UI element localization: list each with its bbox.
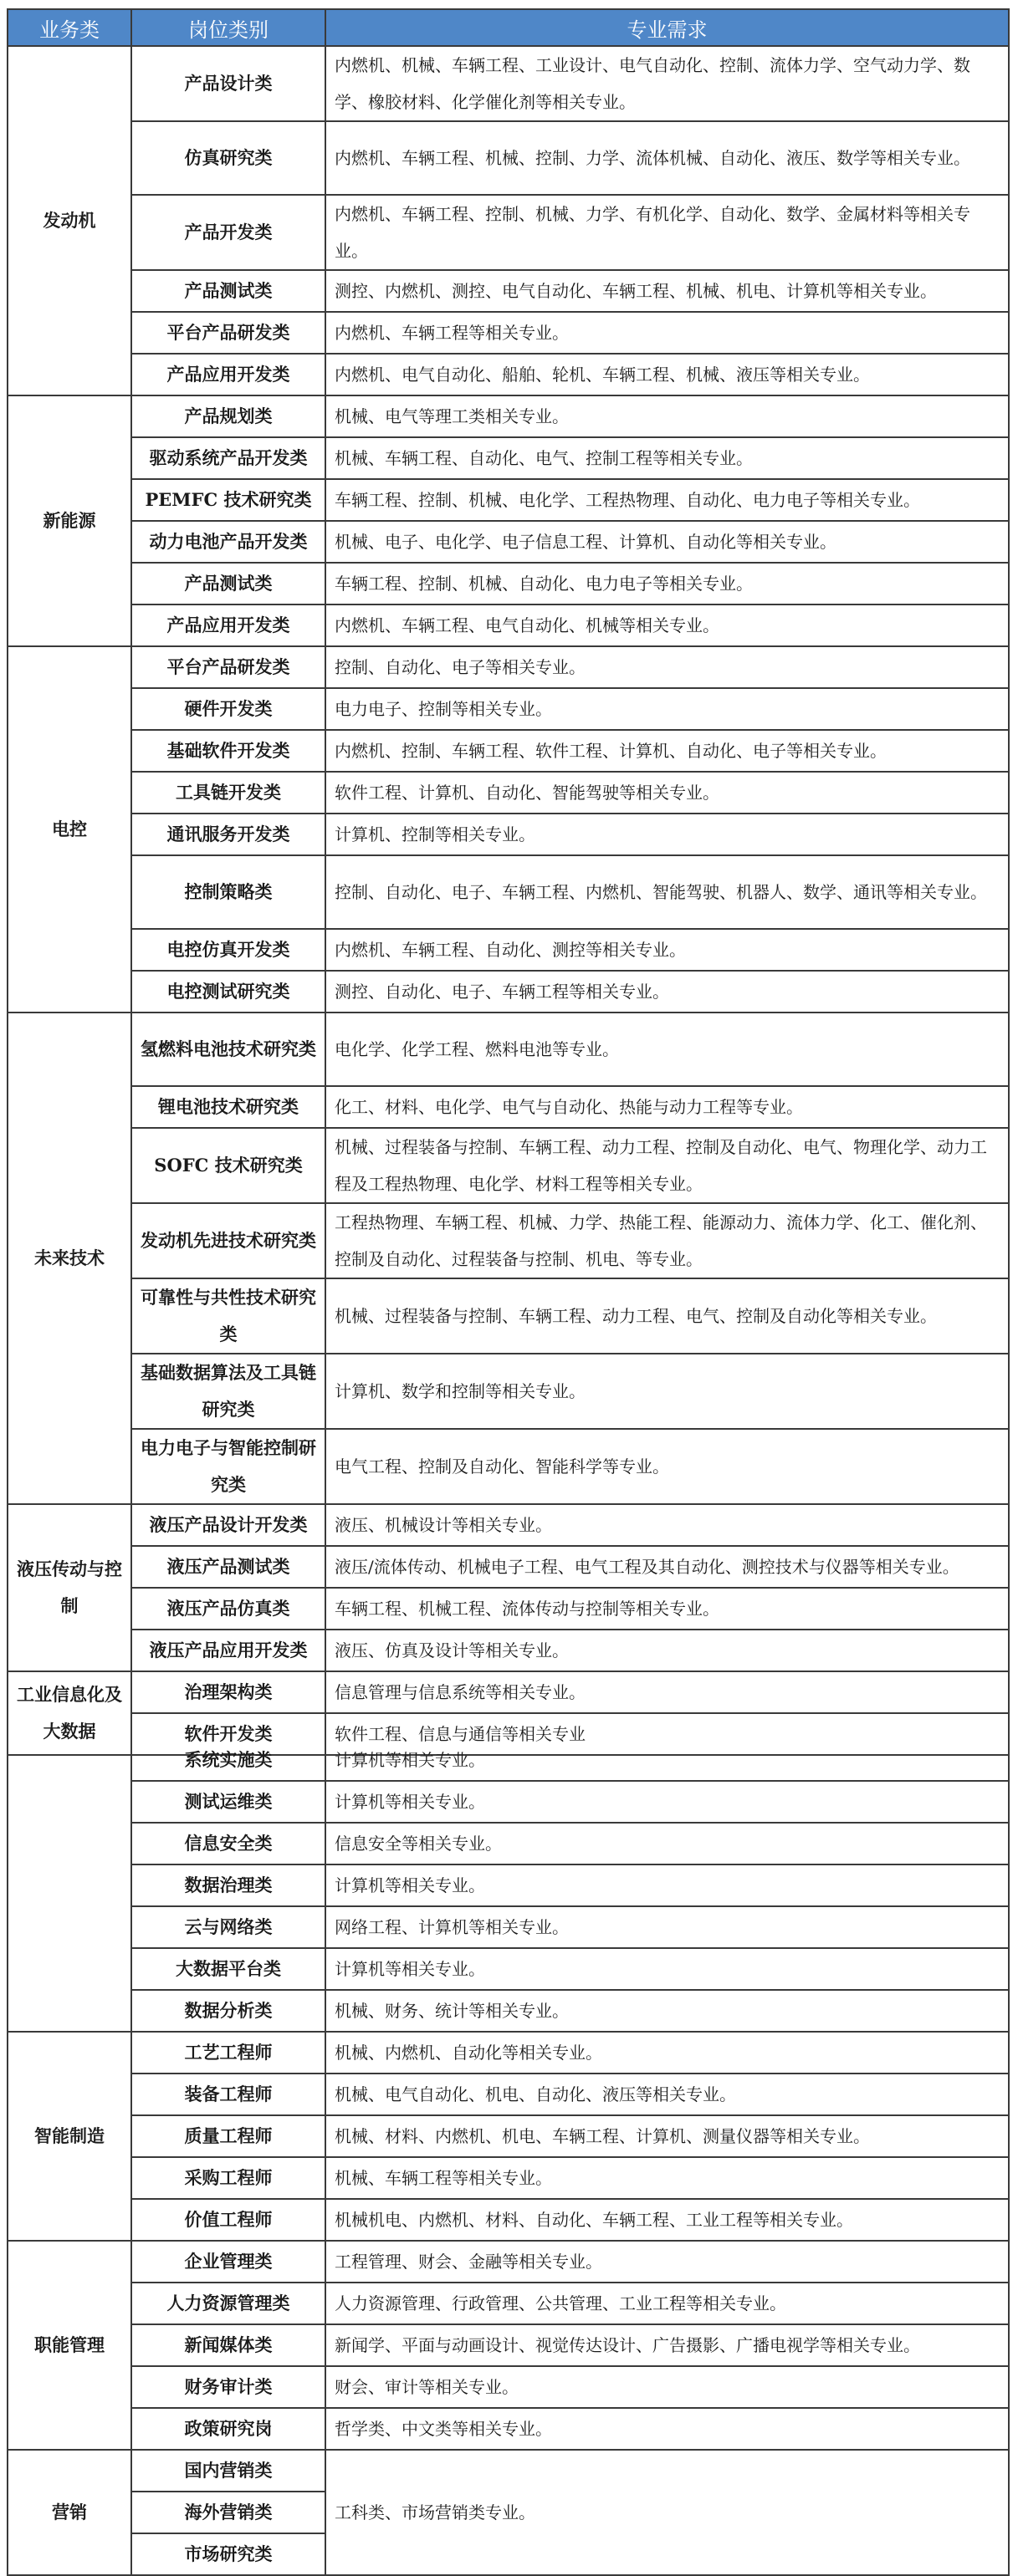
- requirement-cell: 车辆工程、控制、机械、电化学、工程热物理、自动化、电力电子等相关专业。: [325, 479, 1009, 521]
- table-row: [8, 1864, 1009, 1906]
- requirement-cell: 网络工程、计算机等相关专业。: [325, 1906, 1009, 1948]
- requirement-cell: 内燃机、车辆工程、自动化、测控等相关专业。: [325, 929, 1009, 971]
- table-row: [8, 929, 1009, 971]
- requirement-cell: 计算机等相关专业。: [325, 1781, 1009, 1823]
- requirement-cell: 控制、自动化、电子、车辆工程、内燃机、智能驾驶、机器人、数学、通讯等相关专业。: [325, 855, 1009, 929]
- table-row: [8, 195, 1009, 270]
- position-cell: 数据分析类: [131, 1990, 325, 2032]
- position-cell: 锂电池技术研究类: [131, 1086, 325, 1128]
- requirement-cell: 内燃机、车辆工程、控制、机械、力学、有机化学、自动化、数学、金属材料等相关专业。: [325, 195, 1009, 270]
- position-cell: 产品测试类: [131, 563, 325, 604]
- position-cell: 产品设计类: [131, 46, 325, 121]
- position-cell: 产品规划类: [131, 395, 325, 437]
- position-cell: 基础软件开发类: [131, 730, 325, 772]
- business-category-cell: 液压传动与控制: [8, 1504, 131, 1671]
- business-category-cell: 电控: [8, 646, 131, 1013]
- requirement-cell: 内燃机、车辆工程等相关专业。: [325, 312, 1009, 354]
- table-row: [8, 521, 1009, 563]
- table-row: [8, 1781, 1009, 1823]
- table-row: [8, 2366, 1009, 2408]
- table-row: [8, 437, 1009, 479]
- position-cell: 新闻媒体类: [131, 2324, 325, 2366]
- requirement-cell: 机械、过程装备与控制、车辆工程、动力工程、电气、控制及自动化等相关专业。: [325, 1278, 1009, 1354]
- requirement-cell: 计算机等相关专业。: [325, 1864, 1009, 1906]
- requirement-cell: 机械、财务、统计等相关专业。: [325, 1990, 1009, 2032]
- majors-table-part-1: [7, 8, 1010, 1756]
- requirement-cell: 化工、材料、电化学、电气与自动化、热能与动力工程等专业。: [325, 1086, 1009, 1128]
- header-requirement: 专业需求: [325, 9, 1009, 46]
- requirement-cell: 电力电子、控制等相关专业。: [325, 688, 1009, 730]
- requirement-cell: 软件工程、信息与通信等相关专业: [325, 1713, 1009, 1755]
- position-cell: 平台产品研发类: [131, 312, 325, 354]
- position-cell: 电控仿真开发类: [131, 929, 325, 971]
- requirement-cell: 软件工程、计算机、自动化、智能驾驶等相关专业。: [325, 772, 1009, 814]
- position-cell: 动力电池产品开发类: [131, 521, 325, 563]
- position-cell: 数据治理类: [131, 1864, 325, 1906]
- position-cell: 财务审计类: [131, 2366, 325, 2408]
- requirement-cell: 财会、审计等相关专业。: [325, 2366, 1009, 2408]
- requirement-cell: 信息管理与信息系统等相关专业。: [325, 1671, 1009, 1713]
- position-cell: 系统实施类: [131, 1739, 325, 1781]
- position-cell: 基础数据算法及工具链研究类: [131, 1354, 325, 1429]
- position-cell: 测试运维类: [131, 1781, 325, 1823]
- position-cell: 工具链开发类: [131, 772, 325, 814]
- requirement-cell: 工程管理、财会、金融等相关专业。: [325, 2241, 1009, 2283]
- position-cell: PEMFC 技术研究类: [131, 479, 325, 521]
- table-header-row: [8, 9, 1009, 46]
- requirement-cell: 机械、电子、电化学、电子信息工程、计算机、自动化等相关专业。: [325, 521, 1009, 563]
- position-cell: 治理架构类: [131, 1671, 325, 1713]
- table-row: [8, 1823, 1009, 1864]
- table-row: [8, 121, 1009, 195]
- business-category-cell: 智能制造: [8, 2032, 131, 2241]
- requirement-cell: 液压、仿真及设计等相关专业。: [325, 1630, 1009, 1671]
- requirement-cell: 内燃机、机械、车辆工程、工业设计、电气自动化、控制、流体力学、空气动力学、数学、橡胶材料、化学催化剂等相关专业。: [325, 46, 1009, 121]
- requirement-cell: 计算机等相关专业。: [325, 1948, 1009, 1990]
- position-cell: 价值工程师: [131, 2199, 325, 2241]
- requirement-cell: 测控、自动化、电子、车辆工程等相关专业。: [325, 971, 1009, 1013]
- table-row: [8, 2032, 1009, 2074]
- table-row: [8, 814, 1009, 855]
- table-row: [8, 1013, 1009, 1086]
- table-row: [8, 1739, 1009, 1781]
- table-row: [8, 604, 1009, 646]
- table-row: [8, 1354, 1009, 1429]
- requirement-cell: 计算机、数学和控制等相关专业。: [325, 1354, 1009, 1429]
- table-row: [8, 2157, 1009, 2199]
- position-cell: 装备工程师: [131, 2074, 325, 2115]
- table-row: [8, 1630, 1009, 1671]
- position-cell: 软件开发类: [131, 1713, 325, 1755]
- table-row: [8, 2115, 1009, 2157]
- requirement-cell: 内燃机、电气自动化、船舶、轮机、车辆工程、机械、液压等相关专业。: [325, 354, 1009, 395]
- position-cell: 驱动系统产品开发类: [131, 437, 325, 479]
- position-cell: 采购工程师: [131, 2157, 325, 2199]
- position-cell: 液压产品设计开发类: [131, 1504, 325, 1546]
- requirement-cell: 哲学类、中文类等相关专业。: [325, 2408, 1009, 2450]
- table-row: [8, 270, 1009, 312]
- position-cell: 产品应用开发类: [131, 604, 325, 646]
- majors-table-part-2: [7, 1739, 1010, 2576]
- table-row: [8, 772, 1009, 814]
- requirement-cell: 机械机电、内燃机、材料、自动化、车辆工程、工业工程等相关专业。: [325, 2199, 1009, 2241]
- position-cell: 液压产品仿真类: [131, 1588, 325, 1630]
- table-row: [8, 1128, 1009, 1203]
- position-cell: 人力资源管理类: [131, 2283, 325, 2324]
- requirement-cell: 人力资源管理、行政管理、公共管理、工业工程等相关专业。: [325, 2283, 1009, 2324]
- position-cell: 控制策略类: [131, 855, 325, 929]
- position-cell: 液压产品测试类: [131, 1546, 325, 1588]
- position-cell: 液压产品应用开发类: [131, 1630, 325, 1671]
- requirement-cell: 车辆工程、控制、机械、自动化、电力电子等相关专业。: [325, 563, 1009, 604]
- position-cell: 电力电子与智能控制研究类: [131, 1429, 325, 1504]
- business-category-cell: 新能源: [8, 395, 131, 646]
- requirement-cell: 新闻学、平面与动画设计、视觉传达设计、广告摄影、广播电视学等相关专业。: [325, 2324, 1009, 2366]
- position-cell: 政策研究岗: [131, 2408, 325, 2450]
- header-position: 岗位类别: [131, 9, 325, 46]
- position-cell: 市场研究类: [131, 2533, 325, 2575]
- position-cell: 大数据平台类: [131, 1948, 325, 1990]
- requirement-cell: 液压、机械设计等相关专业。: [325, 1504, 1009, 1546]
- requirement-cell: 信息安全等相关专业。: [325, 1823, 1009, 1864]
- table-row: [8, 2241, 1009, 2283]
- requirement-cell: 内燃机、控制、车辆工程、软件工程、计算机、自动化、电子等相关专业。: [325, 730, 1009, 772]
- table-row: [8, 395, 1009, 437]
- requirement-cell: 机械、车辆工程等相关专业。: [325, 2157, 1009, 2199]
- requirement-cell: 机械、电气等理工类相关专业。: [325, 395, 1009, 437]
- header-business: 业务类: [8, 9, 131, 46]
- position-cell: 信息安全类: [131, 1823, 325, 1864]
- requirement-cell: 内燃机、车辆工程、机械、控制、力学、流体机械、自动化、液压、数学等相关专业。: [325, 121, 1009, 195]
- table-row: [8, 2283, 1009, 2324]
- table-row: [8, 563, 1009, 604]
- table-row: [8, 2324, 1009, 2366]
- requirement-cell: 电气工程、控制及自动化、智能科学等专业。: [325, 1429, 1009, 1504]
- table-row: [8, 1278, 1009, 1354]
- position-cell: 可靠性与共性技术研究类: [131, 1278, 325, 1354]
- table-row: [8, 1504, 1009, 1546]
- position-cell: SOFC 技术研究类: [131, 1128, 325, 1203]
- table-row: [8, 1948, 1009, 1990]
- requirement-cell: 机械、材料、内燃机、机电、车辆工程、计算机、测量仪器等相关专业。: [325, 2115, 1009, 2157]
- requirement-cell: 机械、车辆工程、自动化、电气、控制工程等相关专业。: [325, 437, 1009, 479]
- position-cell: 仿真研究类: [131, 121, 325, 195]
- position-cell: 发动机先进技术研究类: [131, 1203, 325, 1278]
- requirement-cell: 计算机、控制等相关专业。: [325, 814, 1009, 855]
- business-category-cell: 工业信息化及大数据: [8, 1671, 131, 1755]
- position-cell: 产品测试类: [131, 270, 325, 312]
- table-row: [8, 1671, 1009, 1713]
- table-row: [8, 2074, 1009, 2115]
- table-row: [8, 2450, 1009, 2492]
- requirement-cell: 电化学、化学工程、燃料电池等专业。: [325, 1013, 1009, 1086]
- table-row: [8, 646, 1009, 688]
- table-row: [8, 2408, 1009, 2450]
- requirement-cell: 液压/流体传动、机械电子工程、电气工程及其自动化、测控技术与仪器等相关专业。: [325, 1546, 1009, 1588]
- business-category-cell: 发动机: [8, 46, 131, 395]
- business-category-cell: [8, 1739, 131, 2032]
- position-cell: 平台产品研发类: [131, 646, 325, 688]
- table-row: [8, 1086, 1009, 1128]
- table-row: [8, 1429, 1009, 1504]
- table-row: [8, 1588, 1009, 1630]
- position-cell: 产品应用开发类: [131, 354, 325, 395]
- requirement-cell: 车辆工程、机械工程、流体传动与控制等相关专业。: [325, 1588, 1009, 1630]
- position-cell: 硬件开发类: [131, 688, 325, 730]
- position-cell: 云与网络类: [131, 1906, 325, 1948]
- position-cell: 海外营销类: [131, 2492, 325, 2533]
- business-category-cell: 营销: [8, 2450, 131, 2575]
- requirement-cell-shared: 工科类、市场营销类专业。: [325, 2450, 1009, 2575]
- table-row: [8, 312, 1009, 354]
- table-row: [8, 971, 1009, 1013]
- table-row: [8, 855, 1009, 929]
- table-row: [8, 688, 1009, 730]
- requirement-cell: 工程热物理、车辆工程、机械、力学、热能工程、能源动力、流体力学、化工、催化剂、控制及自动化、过程装备与控制、机电、等专业。: [325, 1203, 1009, 1278]
- table-row: [8, 2199, 1009, 2241]
- position-cell: 氢燃料电池技术研究类: [131, 1013, 325, 1086]
- table-row: [8, 1990, 1009, 2032]
- position-cell: 产品开发类: [131, 195, 325, 270]
- requirement-cell: 测控、内燃机、测控、电气自动化、车辆工程、机械、机电、计算机等相关专业。: [325, 270, 1009, 312]
- requirement-cell: 内燃机、车辆工程、电气自动化、机械等相关专业。: [325, 604, 1009, 646]
- business-category-cell: 未来技术: [8, 1013, 131, 1504]
- table-row: [8, 46, 1009, 121]
- table-row: [8, 730, 1009, 772]
- table-row: [8, 1906, 1009, 1948]
- table-row: [8, 1203, 1009, 1278]
- requirement-cell: 机械、内燃机、自动化等相关专业。: [325, 2032, 1009, 2074]
- position-cell: 质量工程师: [131, 2115, 325, 2157]
- business-category-cell: 职能管理: [8, 2241, 131, 2450]
- table-row: [8, 1546, 1009, 1588]
- requirement-cell: 控制、自动化、电子等相关专业。: [325, 646, 1009, 688]
- position-cell: 国内营销类: [131, 2450, 325, 2492]
- requirement-cell: 机械、过程装备与控制、车辆工程、动力工程、控制及自动化、电气、物理化学、动力工程及工程热物理、电化学、材料工程等相关专业。: [325, 1128, 1009, 1203]
- table-row: [8, 479, 1009, 521]
- position-cell: 企业管理类: [131, 2241, 325, 2283]
- table-row: [8, 354, 1009, 395]
- position-cell: 工艺工程师: [131, 2032, 325, 2074]
- requirement-cell: 计算机等相关专业。: [325, 1739, 1009, 1781]
- requirement-cell: 机械、电气自动化、机电、自动化、液压等相关专业。: [325, 2074, 1009, 2115]
- position-cell: 通讯服务开发类: [131, 814, 325, 855]
- position-cell: 电控测试研究类: [131, 971, 325, 1013]
